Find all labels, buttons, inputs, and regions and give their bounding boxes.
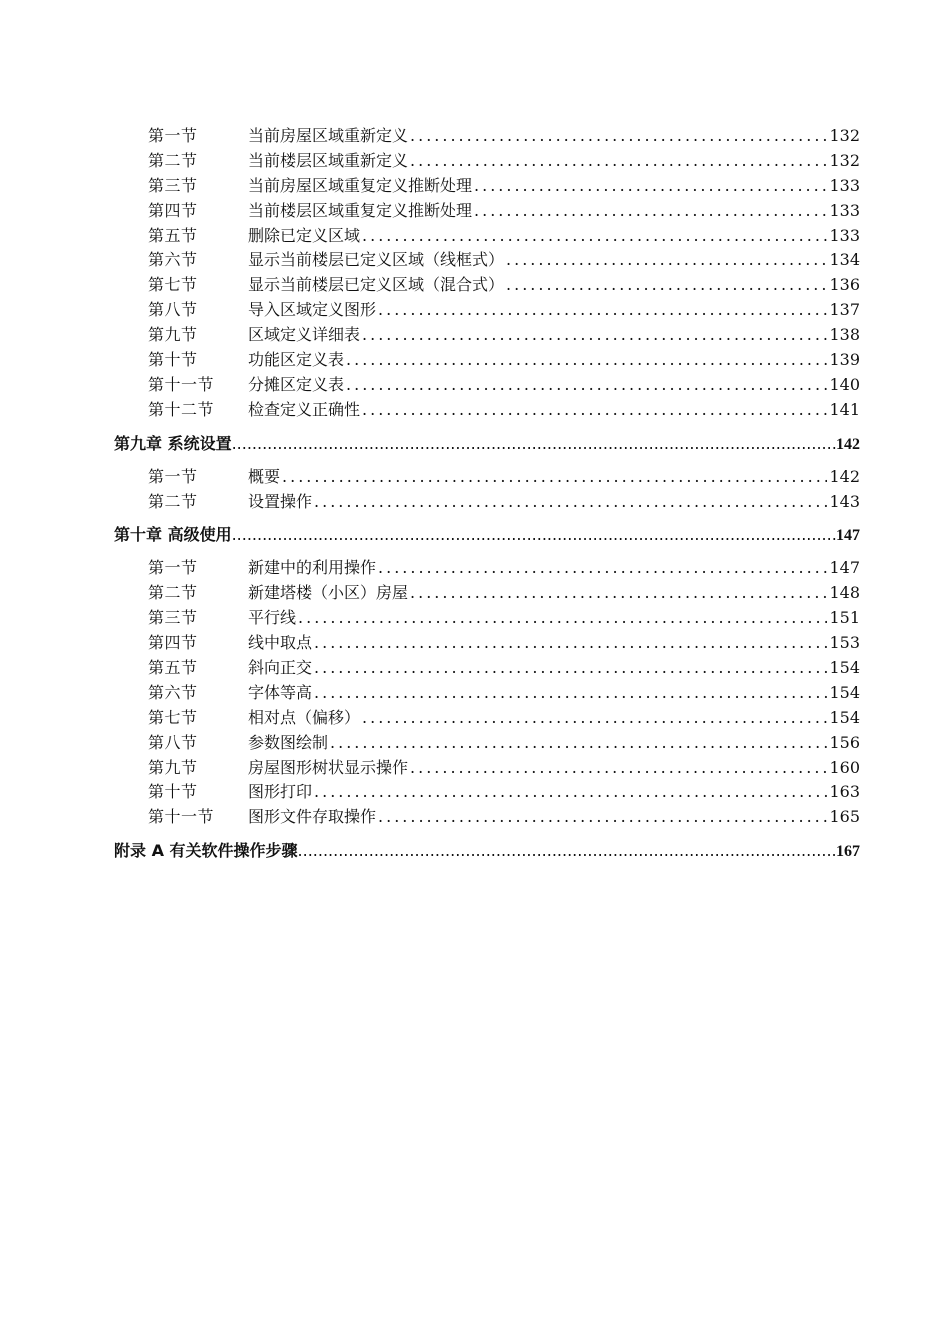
section-number: 第十一节 <box>148 374 215 394</box>
dot-leader <box>314 656 827 681</box>
dot-leader <box>378 805 827 830</box>
toc-appendix[interactable] <box>114 839 860 863</box>
toc-entry[interactable] <box>114 373 860 398</box>
section-number: 第六节 <box>148 250 198 270</box>
page-number: 154 <box>829 707 860 727</box>
toc-entry[interactable] <box>114 224 860 249</box>
section-title: 显示当前楼层已定义区域（线框式） <box>248 250 505 270</box>
dot-leader <box>232 523 836 547</box>
page-number: 136 <box>829 275 860 295</box>
section-number: 第一节 <box>148 466 198 486</box>
section-title: 当前房屋区域重复定义推断处理 <box>248 175 473 195</box>
toc-entry[interactable] <box>114 248 860 273</box>
page-number: 138 <box>829 325 860 345</box>
section-title: 区域定义详细表 <box>248 325 361 345</box>
page-number: 132 <box>829 126 860 145</box>
section-title: 图形打印 <box>248 782 313 802</box>
toc-chapter[interactable] <box>114 523 860 547</box>
section-title: 平行线 <box>248 608 297 628</box>
dot-leader <box>506 248 827 273</box>
dot-leader <box>232 432 836 456</box>
page-number: 142 <box>836 435 860 453</box>
page-number: 153 <box>829 633 860 653</box>
toc-entry[interactable] <box>114 706 860 731</box>
dot-leader <box>314 780 827 805</box>
section-title: 分摊区定义表 <box>248 374 345 394</box>
toc-entry[interactable] <box>114 780 860 805</box>
page-number: 142 <box>829 466 860 486</box>
page-number: 156 <box>829 732 860 752</box>
page-number: 154 <box>829 658 860 678</box>
page-number: 133 <box>829 225 860 245</box>
toc-entry[interactable] <box>114 581 860 606</box>
section-title: 检查定义正确性 <box>248 399 361 419</box>
page-number: 132 <box>829 150 860 170</box>
page-number: 147 <box>836 527 860 545</box>
toc-entry[interactable] <box>114 465 860 490</box>
section-number: 第十二节 <box>148 399 215 419</box>
page-number: 165 <box>829 807 860 827</box>
dot-leader <box>346 373 827 398</box>
page-number: 151 <box>829 608 860 628</box>
dot-leader <box>378 556 827 581</box>
section-title: 导入区域定义图形 <box>248 300 377 320</box>
page-number: 140 <box>829 374 860 394</box>
section-number: 第五节 <box>148 658 198 678</box>
section-number: 第九节 <box>148 757 198 777</box>
page-number: 134 <box>829 250 860 270</box>
dot-leader <box>298 606 827 631</box>
section-title: 相对点（偏移） <box>248 707 361 727</box>
section-title: 概要 <box>248 466 281 486</box>
page-number: 133 <box>829 175 860 195</box>
section-number: 第七节 <box>148 707 198 727</box>
page-number: 133 <box>829 200 860 220</box>
toc-entry[interactable] <box>114 656 860 681</box>
section-number: 第十节 <box>148 350 198 370</box>
dot-leader <box>298 839 836 863</box>
toc-entry[interactable] <box>114 398 860 423</box>
page-number: 141 <box>829 399 860 419</box>
dot-leader <box>362 323 827 348</box>
page-number: 143 <box>829 491 860 511</box>
dot-leader <box>362 706 827 731</box>
section-number: 第八节 <box>148 732 198 752</box>
page-number: 167 <box>836 843 860 861</box>
page-number: 137 <box>829 300 860 320</box>
toc-entry[interactable] <box>114 149 860 174</box>
table-of-contents <box>114 124 860 872</box>
section-title: 参数图绘制 <box>248 732 329 752</box>
toc-entry[interactable] <box>114 490 860 515</box>
section-title: 斜向正交 <box>248 658 313 678</box>
dot-leader <box>506 273 827 298</box>
page-number: 148 <box>829 583 860 603</box>
dot-leader <box>362 398 827 423</box>
toc-entry[interactable] <box>114 681 860 706</box>
section-number: 第十一节 <box>148 807 215 827</box>
section-title: 设置操作 <box>248 491 313 511</box>
toc-entry[interactable] <box>114 756 860 781</box>
section-title: 功能区定义表 <box>248 350 345 370</box>
dot-leader <box>474 174 827 199</box>
section-title: 图形文件存取操作 <box>248 807 377 827</box>
dot-leader <box>346 348 827 373</box>
page-number: 147 <box>829 558 860 578</box>
toc-entry[interactable] <box>114 273 860 298</box>
dot-leader <box>314 490 827 515</box>
section-number: 第十节 <box>148 782 198 802</box>
toc-entry[interactable] <box>114 124 860 149</box>
toc-entry[interactable] <box>114 731 860 756</box>
dot-leader <box>410 756 827 781</box>
toc-entry[interactable] <box>114 348 860 373</box>
toc-entry[interactable] <box>114 298 860 323</box>
section-number: 第六节 <box>148 682 198 702</box>
dot-leader <box>474 199 827 224</box>
page-number: 163 <box>829 782 860 802</box>
section-number: 第五节 <box>148 225 198 245</box>
section-title: 删除已定义区域 <box>248 225 361 245</box>
section-title: 当前房屋区域重新定义 <box>248 126 409 145</box>
page-number: 139 <box>829 350 860 370</box>
section-number: 第七节 <box>148 275 198 295</box>
dot-leader <box>410 581 827 606</box>
dot-leader <box>330 731 827 756</box>
page-number: 160 <box>829 757 860 777</box>
section-number: 第二节 <box>148 491 198 511</box>
section-number: 第一节 <box>148 126 198 145</box>
section-title: 显示当前楼层已定义区域（混合式） <box>248 275 505 295</box>
toc-entry[interactable] <box>114 631 860 656</box>
dot-leader <box>282 465 827 490</box>
toc-entry[interactable] <box>114 556 860 581</box>
section-number: 第二节 <box>148 583 198 603</box>
dot-leader <box>410 149 827 174</box>
dot-leader <box>314 631 827 656</box>
section-title: 房屋图形树状显示操作 <box>248 757 409 777</box>
toc-chapter[interactable] <box>114 432 860 456</box>
toc-entry[interactable] <box>114 199 860 224</box>
section-number: 第二节 <box>148 150 198 170</box>
section-title: 字体等高 <box>248 682 313 702</box>
toc-entry[interactable] <box>114 174 860 199</box>
section-title: 新建塔楼（小区）房屋 <box>248 583 409 603</box>
toc-entry[interactable] <box>114 805 860 830</box>
chapter-title: 第十章 高级使用 <box>114 525 232 545</box>
section-title: 线中取点 <box>248 633 313 653</box>
dot-leader <box>362 224 827 249</box>
toc-entry[interactable] <box>114 606 860 631</box>
section-number: 第九节 <box>148 325 198 345</box>
section-number: 第三节 <box>148 175 198 195</box>
section-number: 第四节 <box>148 633 198 653</box>
section-title: 新建中的利用操作 <box>248 558 377 578</box>
section-title: 当前楼层区域重新定义 <box>248 150 409 170</box>
page-number: 154 <box>829 682 860 702</box>
section-number: 第三节 <box>148 608 198 628</box>
section-number: 第一节 <box>148 558 198 578</box>
section-title: 当前楼层区域重复定义推断处理 <box>248 200 473 220</box>
dot-leader <box>378 298 827 323</box>
dot-leader <box>410 124 827 149</box>
chapter-title: 第九章 系统设置 <box>114 433 232 453</box>
section-number: 第四节 <box>148 200 198 220</box>
dot-leader <box>314 681 827 706</box>
appendix-title: 附录 A 有关软件操作步骤 <box>114 841 298 861</box>
section-number: 第八节 <box>148 300 198 320</box>
toc-entry[interactable] <box>114 323 860 348</box>
